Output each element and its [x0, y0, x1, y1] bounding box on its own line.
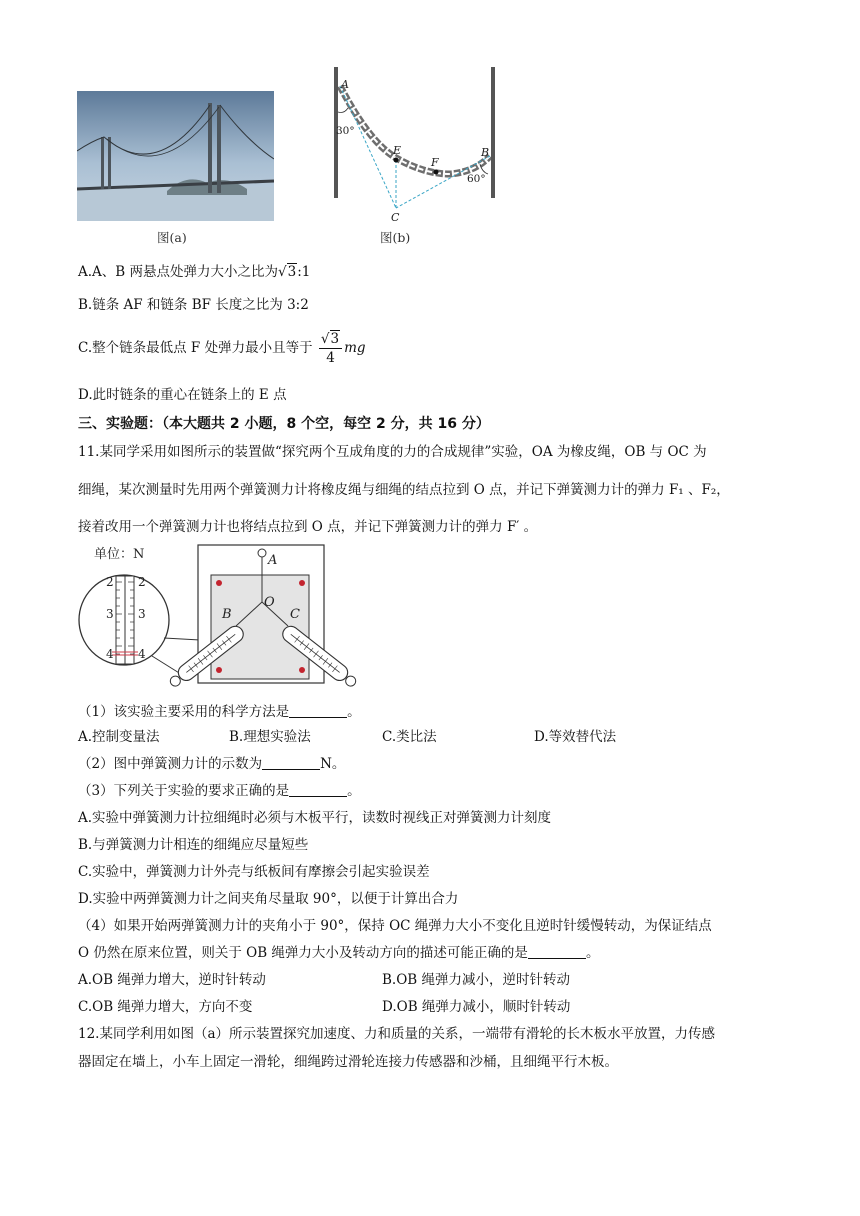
spring-scale-apparatus — [76, 542, 366, 694]
bridge-photo — [77, 91, 274, 221]
scale-right-3: 3 — [138, 607, 146, 621]
option-c: C.整个链条最低点 F 处弹力最小且等于 $\frac{√3}{4}$ mg — [78, 331, 366, 366]
scale-right-2: 2 — [138, 575, 146, 589]
q11-part-3-option-c: C.实验中，弹簧测力计外壳与纸板间有摩擦会引起实验误差 — [78, 864, 430, 880]
point-c-label: C — [391, 211, 400, 224]
q11-line-2: 细绳，某次测量时先用两个弹簧测力计将橡皮绳与细绳的结点拉到 O 点，并记下弹簧测力计的弹力 F₁ 、F₂， — [78, 482, 730, 498]
q11-line-1: 11.某同学采用如图所示的装置做“探究两个互成角度的力的合成规律”实验，OA 为橡皮绳，OB 与 OC 为 — [78, 444, 707, 460]
point-a-label: A — [341, 78, 349, 91]
q11-part-4-line-1: （4）如果开始两弹簧测力计的夹角小于 90°，保持 OC 绳弹力大小不变化且逆时针缓慢转动，为保证结点 — [78, 918, 712, 934]
section-heading: 三、实验题：（本大题共 2 小题，8 个空，每空 2 分，共 16 分） — [78, 416, 490, 432]
angle-30-label: 30° — [336, 125, 355, 137]
point-o-label: O — [264, 595, 275, 610]
option-b: B.链条 AF 和链条 BF 长度之比为 3:2 — [78, 297, 309, 313]
figure-a-caption: 图(a) — [157, 230, 187, 245]
q11-part-1: （1）该实验主要采用的科学方法是 。 — [78, 704, 361, 720]
q11-part-1-option-d: D.等效替代法 — [534, 729, 617, 745]
q11-part-4-option-b: B.OB 绳弹力减小，逆时针转动 — [382, 972, 570, 988]
scale-right-4: 4 — [138, 647, 146, 661]
q11-part-4-option-d: D.OB 绳弹力减小，顺时针转动 — [382, 999, 571, 1015]
q11-part-3-option-b: B.与弹簧测力计相连的细绳应尽量短些 — [78, 837, 309, 853]
unit-label: 单位：N — [94, 547, 145, 562]
scale-left-4: 4 — [106, 647, 114, 661]
option-d: D.此时链条的重心在链条上的 E 点 — [78, 387, 287, 403]
option-a: A.A、B 两悬点处弹力大小之比为√3:1 — [78, 264, 311, 280]
answer-blank-4[interactable] — [528, 944, 586, 959]
q11-part-1-option-a: A.控制变量法 — [78, 729, 160, 745]
q12-line-1: 12.某同学利用如图（a）所示装置探究加速度、力和质量的关系，一端带有滑轮的长木板水平放置，力传感 — [78, 1026, 716, 1042]
point-b-label: B — [481, 146, 490, 159]
q11-part-4-option-a: A.OB 绳弹力增大，逆时针转动 — [78, 972, 266, 988]
point-c-device-label: C — [290, 607, 300, 622]
point-f-label: F — [431, 156, 439, 169]
q11-line-3: 接着改用一个弹簧测力计也将结点拉到 O 点，并记下弹簧测力计的弹力 F′ 。 — [78, 519, 538, 535]
point-e-label: E — [393, 144, 402, 157]
answer-blank-3[interactable] — [289, 782, 347, 797]
q11-part-1-option-c: C.类比法 — [382, 729, 437, 745]
q11-part-4-option-c: C.OB 绳弹力增大，方向不变 — [78, 999, 253, 1015]
q11-part-3: （3）下列关于实验的要求正确的是 。 — [78, 783, 361, 799]
q11-part-3-option-a: A.实验中弹簧测力计拉细绳时必须与木板平行，读数时视线正对弹簧测力计刻度 — [78, 810, 552, 826]
angle-60-label: 60° — [467, 173, 486, 185]
point-b-device-label: B — [222, 607, 232, 622]
q11-part-3-option-d: D.实验中两弹簧测力计之间夹角尽量取 90°，以便于计算出合力 — [78, 891, 459, 907]
q11-part-4-line-2: O 仍然在原来位置，则关于 OB 绳弹力大小及转动方向的描述可能正确的是 。 — [78, 945, 600, 961]
q12-line-2: 器固定在墙上，小车上固定一滑轮，细绳跨过滑轮连接力传感器和沙桶，且细绳平行木板。 — [78, 1054, 618, 1070]
q11-part-2: （2）图中弹簧测力计的示数为 N。 — [78, 756, 346, 772]
answer-blank-2[interactable] — [262, 755, 320, 770]
scale-left-2: 2 — [106, 575, 114, 589]
chain-diagram — [330, 64, 500, 230]
figure-b-caption: 图(b) — [380, 230, 411, 245]
scale-left-3: 3 — [106, 607, 114, 621]
answer-blank-1[interactable] — [289, 703, 347, 718]
q11-part-1-option-b: B.理想实验法 — [229, 729, 311, 745]
point-a-device-label: A — [268, 553, 278, 568]
